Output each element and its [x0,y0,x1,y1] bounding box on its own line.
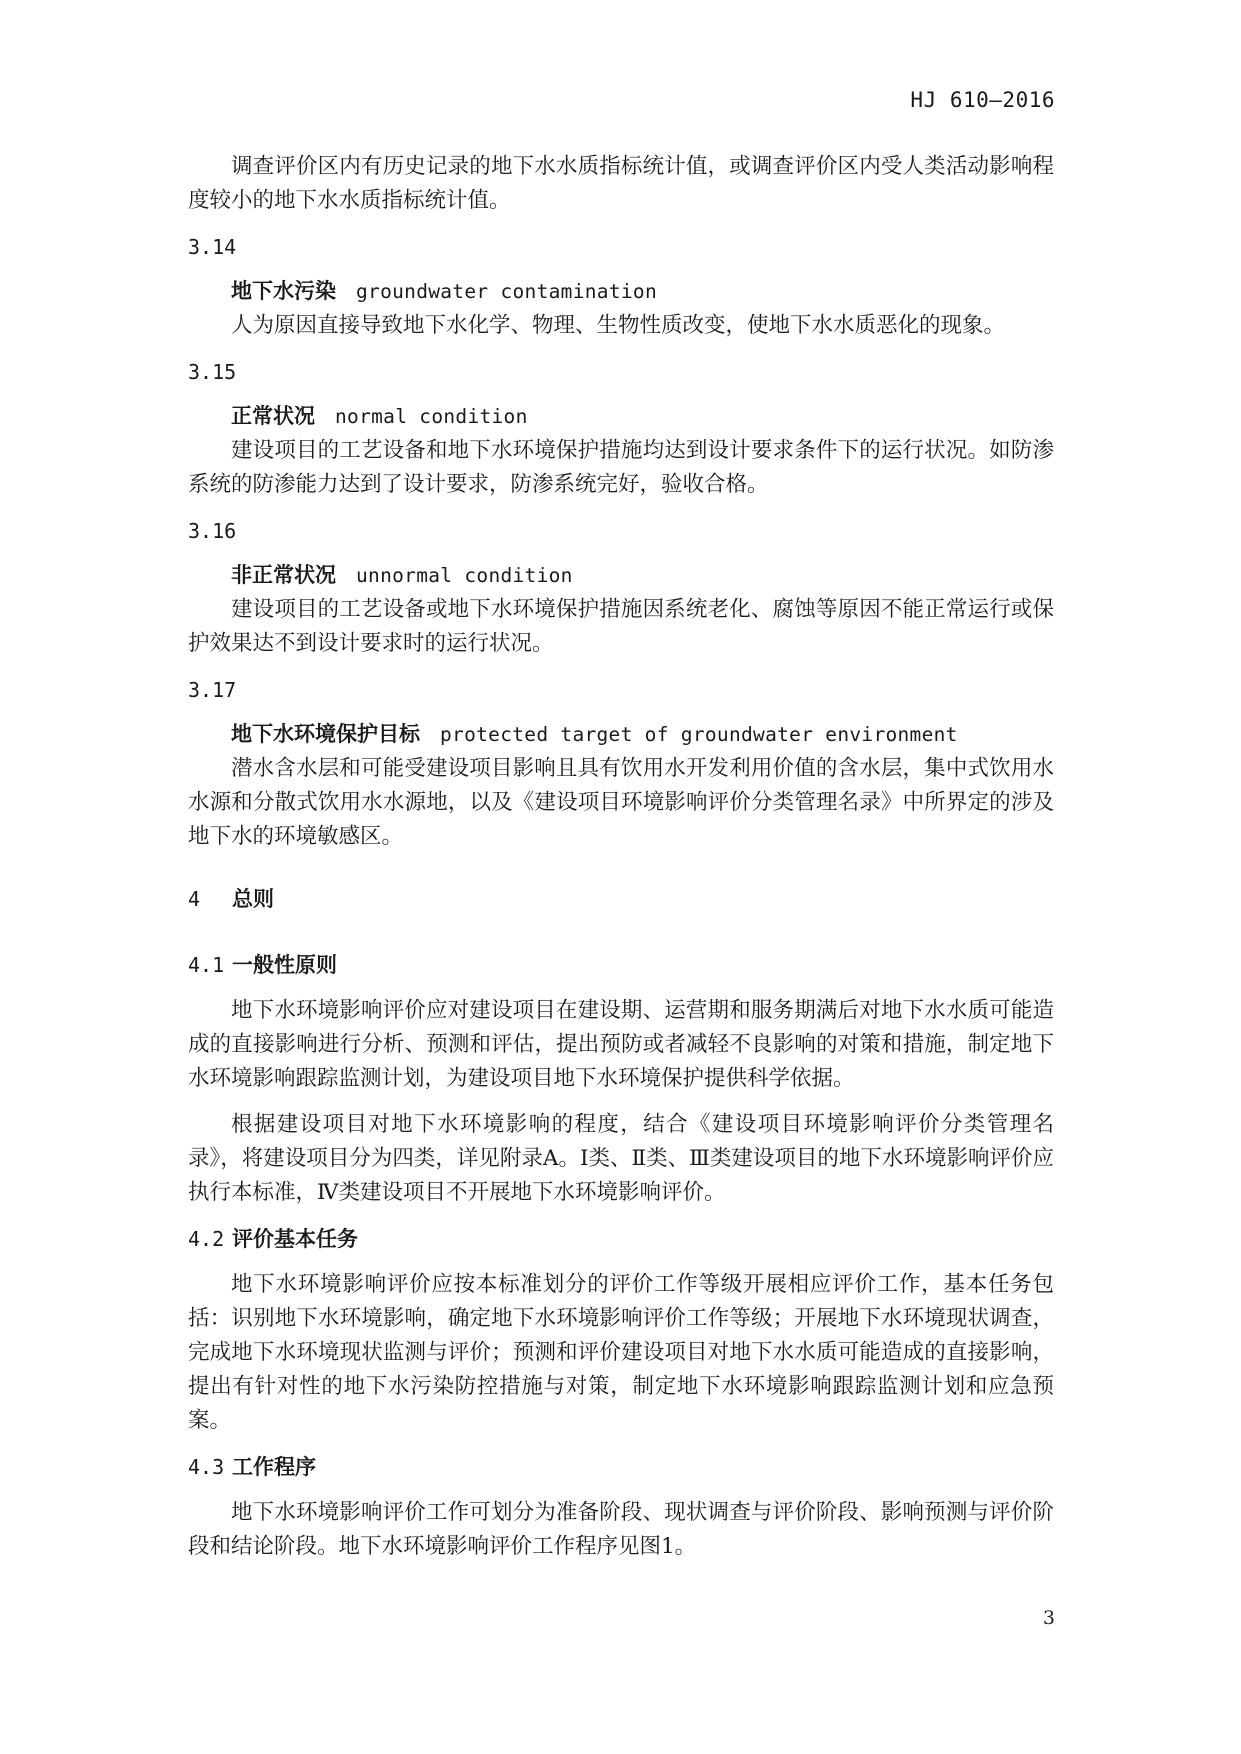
term-definition: 人为原因直接导致地下水化学、物理、生物性质改变，使地下水水质恶化的现象。 [231,313,1006,338]
clause-number-3-17: 3.17 [188,678,237,702]
section-heading-4-1 [188,948,1054,982]
page-number: 3 [1042,1607,1055,1629]
clause-number-3-14: 3.14 [188,235,237,259]
section-number: 4.2 [188,1227,225,1251]
definition-block-3-17 [188,752,1054,854]
section-paragraph: 地下水环境影响评价应按本标准划分的评价工作等级开展相应评价工作，基本任务包括：识别地下水环境影响，确定地下水环境影响评价工作等级；开展地下水环境现状调查，完成地下水环境现状监测与评价；预测和评价建设项目对地下水水质可能造成的直接影响，提出有针对性的地下水污染防控措施与对策，制定地下水环境影响跟踪监测计划和应急预案。 [188,1272,1054,1433]
section-4-1-paragraph-1-block [188,994,1054,1096]
term-definition: 建设项目的工艺设备和地下水环境保护措施均达到设计要求条件下的运行状况。如防渗系统的防渗能力达到了设计要求，防渗系统完好，验收合格。 [188,438,1054,497]
standard-code: HJ 610—2016 [910,88,1055,112]
section-4-3-paragraph-block [188,1496,1054,1564]
term-definition: 潜水含水层和可能受建设项目影响且具有饮用水开发利用价值的含水层，集中式饮用水水源和分散式饮用水水源地，以及《建设项目环境影响评价分类管理名录》中所界定的涉及地下水的环境敏感区。 [188,756,1054,849]
section-title: 总则 [232,887,274,911]
term-chinese: 地下水污染 [231,279,336,303]
intro-paragraph: 调查评价区内有历史记录的地下水水质指标统计值，或调查评价区内受人类活动影响程度较小的地下水水质指标统计值。 [188,154,1054,213]
term-heading-3-14 [188,274,1054,309]
intro-block [188,150,1054,218]
section-paragraph: 根据建设项目对地下水环境影响的程度，结合《建设项目环境影响评价分类管理名录》，将建设项目分为四类，详见附录A。Ⅰ类、Ⅱ类、Ⅲ类建设项目的地下水环境影响评价应执行本标准，Ⅳ类建设项目不开展地下水环境影响评价。 [188,1112,1054,1205]
clause-number-3-15: 3.15 [188,360,237,384]
section-heading-4 [188,882,1054,916]
term-english: groundwater contamination [356,280,657,303]
definition-block-3-14 [188,309,1054,343]
section-number: 4.1 [188,953,225,977]
term-chinese: 地下水环境保护目标 [231,722,420,746]
definition-block-3-16 [188,593,1054,661]
term-chinese: 非正常状况 [231,563,336,587]
clause-number-3-16: 3.16 [188,519,237,543]
term-english: unnormal condition [356,564,573,587]
section-heading-4-2 [188,1222,1054,1256]
section-4-2-paragraph-block [188,1268,1054,1438]
definition-block-3-15 [188,434,1054,502]
term-english: normal condition [335,405,528,428]
section-title: 评价基本任务 [232,1227,358,1251]
section-paragraph: 地下水环境影响评价工作可划分为准备阶段、现状调查与评价阶段、影响预测与评价阶段和结论阶段。地下水环境影响评价工作程序见图1。 [188,1500,1054,1559]
section-number: 4.3 [188,1455,225,1479]
term-heading-3-16 [188,558,1054,593]
document-body [188,150,1054,1576]
term-heading-3-17 [188,717,1054,752]
section-number: 4 [188,887,201,911]
term-chinese: 正常状况 [231,404,315,428]
term-english: protected target of groundwater environment [440,723,958,746]
section-title: 工作程序 [232,1455,316,1479]
section-heading-4-3 [188,1450,1054,1484]
term-definition: 建设项目的工艺设备或地下水环境保护措施因系统老化、腐蚀等原因不能正常运行或保护效果达不到设计要求时的运行状况。 [188,597,1054,656]
section-paragraph: 地下水环境影响评价应对建设项目在建设期、运营期和服务期满后对地下水水质可能造成的直接影响进行分析、预测和评估，提出预防或者减轻不良影响的对策和措施，制定地下水环境影响跟踪监测计划，为建设项目地下水环境保护提供科学依据。 [188,998,1054,1091]
section-4-1-paragraph-2-block [188,1108,1054,1210]
term-heading-3-15 [188,399,1054,434]
section-title: 一般性原则 [232,953,337,977]
